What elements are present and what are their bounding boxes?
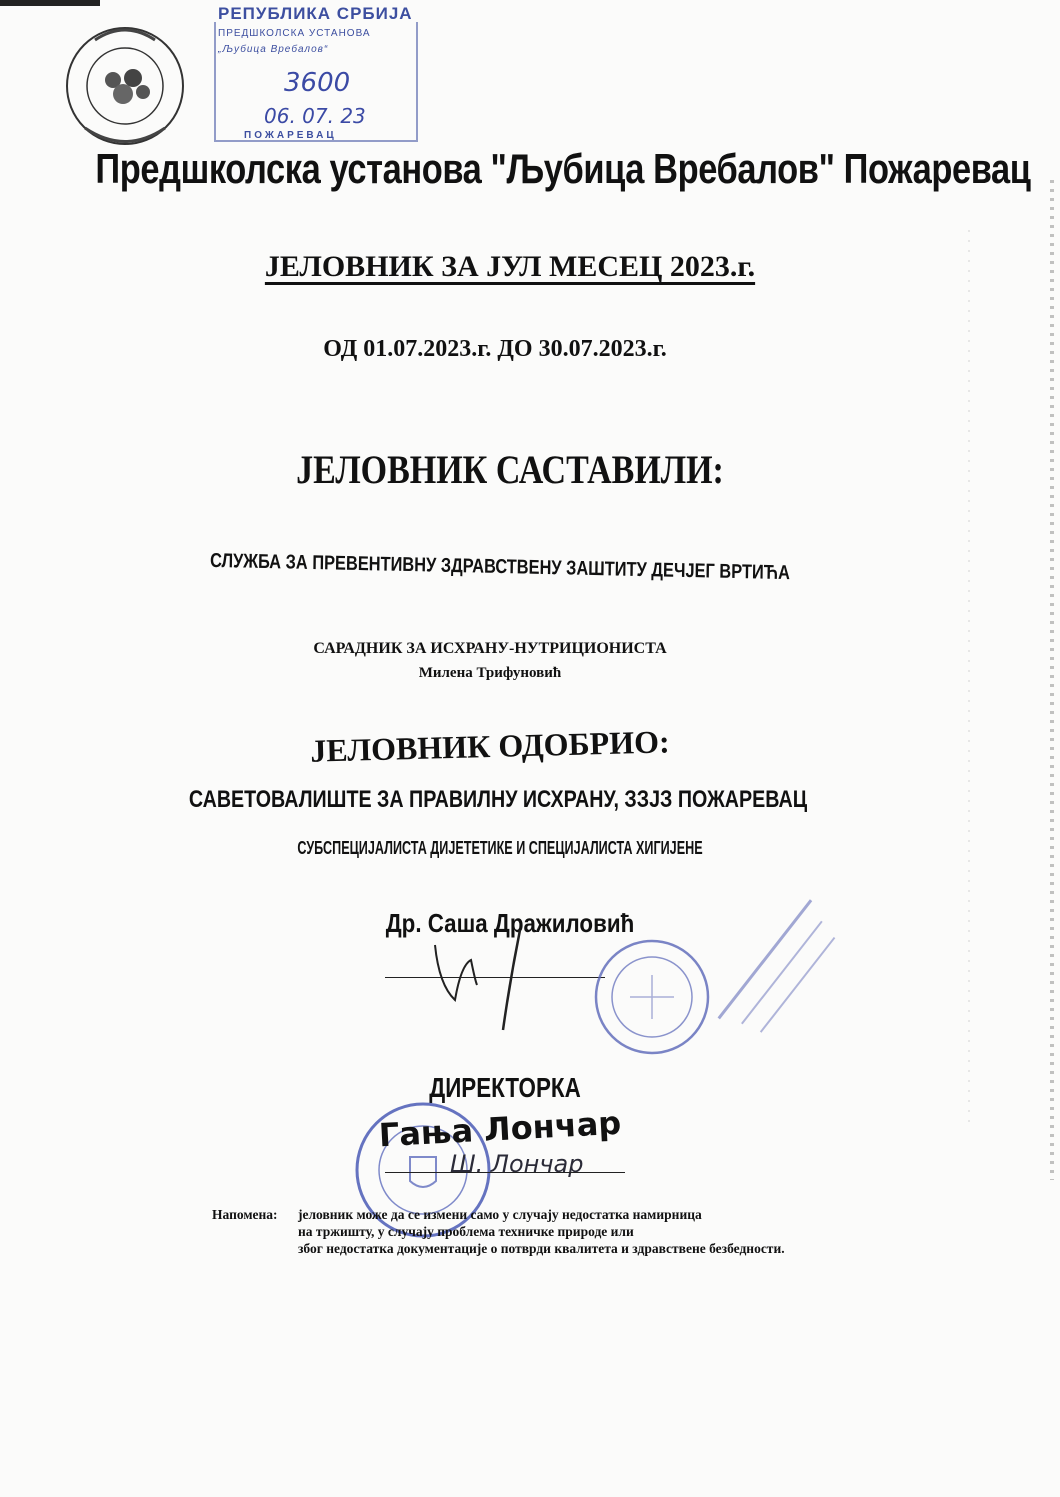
note-line1: јеловник може да се измени само у случају недостатка намирница [298, 1207, 702, 1222]
scan-artifact [0, 0, 100, 6]
approved-by-heading: ЈЕЛОВНИК ОДОБРИО: [309, 723, 671, 769]
registry-stamp-line3: „Љубица Вребалов“ [218, 44, 329, 55]
composed-name: Милена Трифуновић [418, 665, 562, 681]
registry-stamp [214, 4, 420, 144]
registry-number: 3600 [284, 68, 351, 98]
institution-title: Предшколска установа "Љубица Вребалов" Пожаревац [95, 145, 1031, 192]
menu-period: ОД 01.07.2023.г. ДО 30.07.2023.г. [323, 336, 667, 362]
director-name: Гања Лончар [377, 1103, 623, 1155]
doctor-signature [425, 925, 535, 1035]
approved-specialty: СУБСПЕЦИЈАЛИСТА ДИЈЕТЕТИКЕ И СПЕЦИЈАЛИСТА ХИГИЈЕНЕ [297, 838, 703, 858]
registry-stamp-line1: РЕПУБЛИКА СРБИЈА [218, 4, 413, 23]
note-line2: на тржишту, у случају проблема техничке природе или [298, 1224, 634, 1239]
registry-date: 06. 07. 23 [264, 104, 366, 128]
approved-institution: САВЕТОВАЛИШТЕ ЗА ПРАВИЛНУ ИСХРАНУ, ЗЗЈЗ ПОЖАРЕВАЦ [188, 786, 808, 813]
note-label: Напомена: [212, 1207, 278, 1222]
kindergarten-logo-seal [55, 20, 195, 150]
institute-round-seal [590, 935, 715, 1060]
composed-by-heading: ЈЕЛОВНИК САСТАВИЛИ: [296, 447, 724, 492]
menu-title: ЈЕЛОВНИК ЗА ЈУЛ МЕСЕЦ 2023.г. [264, 250, 756, 283]
registry-stamp-line2: ПРЕДШКОЛСКА УСТАНОВА [218, 28, 371, 39]
approved-doctor: Др. Саша Дражиловић [385, 908, 635, 938]
director-heading: ДИРЕКТОРКА [429, 1072, 581, 1103]
doctor-personal-stamp [700, 890, 870, 1060]
composed-role: САРАДНИК ЗА ИСХРАНУ-НУТРИЦИОНИСТА [313, 640, 667, 657]
scan-edge-dots [1050, 180, 1054, 1180]
director-signature: Ш. Лончар [450, 1150, 584, 1178]
note-line3: због недостатка документације о потврди квалитета и здравствене безбедности. [298, 1241, 785, 1256]
menu-note [212, 1206, 785, 1257]
registry-city: ПОЖАРЕВАЦ [244, 130, 337, 141]
director-signature-line [385, 1172, 625, 1173]
composed-service: СЛУЖБА ЗА ПРЕВЕНТИВНУ ЗДРАВСТВЕНУ ЗАШТИТУ ДЕЧЈЕГ ВРТИЋА [209, 549, 791, 585]
